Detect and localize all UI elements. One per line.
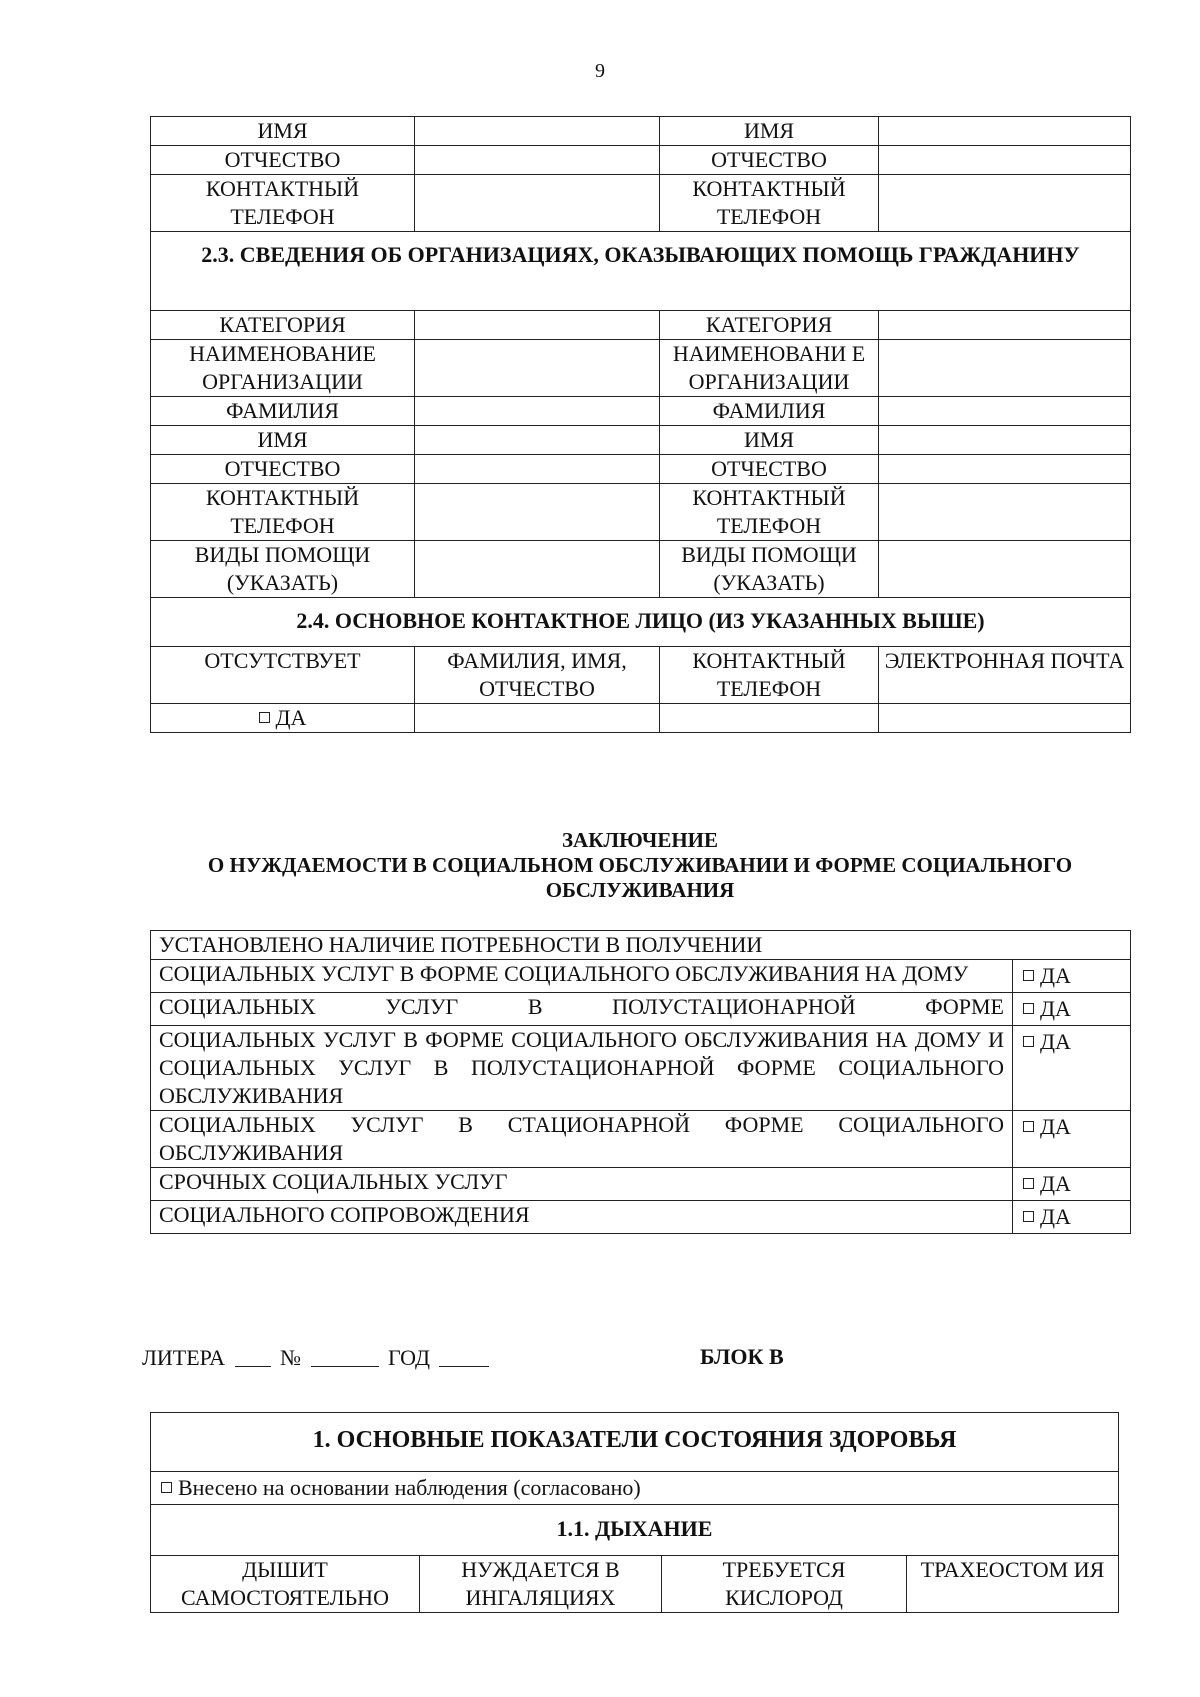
table-row xyxy=(151,340,1131,397)
input-cell[interactable] xyxy=(879,311,1131,340)
table-row xyxy=(151,117,1131,146)
table-row xyxy=(151,1026,1131,1111)
section-header-row xyxy=(151,1505,1119,1556)
label-cell: НАИМЕНОВАНИЕ ОРГАНИЗАЦИИ xyxy=(151,340,415,397)
section-header-row xyxy=(151,1413,1119,1472)
input-cell[interactable] xyxy=(415,175,660,232)
column-header: ЭЛЕКТРОННАЯ ПОЧТА xyxy=(879,647,1131,704)
label-cell: ОТЧЕСТВО xyxy=(660,455,879,484)
label-cell: ВИДЫ ПОМОЩИ (УКАЗАТЬ) xyxy=(660,541,879,598)
checkbox-label: ДА xyxy=(1040,963,1071,988)
table-header-row xyxy=(151,931,1131,960)
table-row xyxy=(151,960,1131,993)
year-field[interactable] xyxy=(439,1344,489,1367)
label-cell: ФАМИЛИЯ xyxy=(151,397,415,426)
input-cell[interactable] xyxy=(879,426,1131,455)
input-cell[interactable] xyxy=(415,426,660,455)
label-cell: КАТЕГОРИЯ xyxy=(660,311,879,340)
label-cell: ВИДЫ ПОМОЩИ (УКАЗАТЬ) xyxy=(151,541,415,598)
checkbox-icon[interactable] xyxy=(161,1482,172,1493)
table-row xyxy=(151,146,1131,175)
input-cell[interactable] xyxy=(879,704,1131,733)
service-label: СОЦИАЛЬНЫХ УСЛУГ В ФОРМЕ СОЦИАЛЬНОГО ОБСЛУЖИВАНИЯ НА ДОМУ И СОЦИАЛЬНЫХ УСЛУГ В ПОЛУСТАЦИОНАРНОЙ ФОРМЕ СОЦИАЛЬНОГО ОБСЛУЖИВАНИЯ xyxy=(151,1026,1013,1111)
label-cell: ОТЧЕСТВО xyxy=(660,146,879,175)
observed-checkbox[interactable] xyxy=(151,1472,1119,1505)
checkbox-icon[interactable] xyxy=(259,712,270,723)
input-cell[interactable] xyxy=(415,311,660,340)
table-row xyxy=(151,1168,1131,1201)
health-section-title: 1. ОСНОВНЫЕ ПОКАЗАТЕЛИ СОСТОЯНИЯ ЗДОРОВЬЯ xyxy=(151,1413,1119,1472)
observed-label: Внесено на основании наблюдения (согласовано) xyxy=(178,1475,641,1500)
table-row xyxy=(151,1472,1119,1505)
table-row xyxy=(151,175,1131,232)
litera-field[interactable] xyxy=(235,1344,271,1367)
checkbox-label: ДА xyxy=(1040,1029,1071,1054)
service-label: СРОЧНЫХ СОЦИАЛЬНЫХ УСЛУГ xyxy=(151,1168,1013,1201)
yes-checkbox[interactable] xyxy=(1013,1201,1131,1234)
yes-checkbox[interactable] xyxy=(1013,1111,1131,1168)
section-header-row xyxy=(151,598,1131,647)
conclusion-table xyxy=(150,930,1131,1234)
table-row xyxy=(151,1201,1131,1234)
label-cell: КОНТАКТНЫЙ ТЕЛЕФОН xyxy=(660,484,879,541)
table-row xyxy=(151,1111,1131,1168)
label-cell: КАТЕГОРИЯ xyxy=(151,311,415,340)
table-row xyxy=(151,426,1131,455)
label-cell: ИМЯ xyxy=(151,426,415,455)
input-cell[interactable] xyxy=(879,541,1131,598)
checkbox-label: ДА xyxy=(1040,1114,1071,1139)
year-label: ГОД xyxy=(388,1345,430,1370)
checkbox-icon[interactable] xyxy=(1023,1121,1034,1132)
input-cell[interactable] xyxy=(415,146,660,175)
number-label: № xyxy=(280,1345,301,1370)
absent-checkbox[interactable] xyxy=(151,704,415,733)
checkbox-icon[interactable] xyxy=(1023,970,1034,981)
table-header-row xyxy=(151,647,1131,704)
yes-checkbox[interactable] xyxy=(1013,1168,1131,1201)
label-cell: ФАМИЛИЯ xyxy=(660,397,879,426)
breathing-option[interactable]: ТРАХЕОСТОМ ИЯ xyxy=(907,1556,1119,1613)
input-cell[interactable] xyxy=(879,397,1131,426)
input-cell[interactable] xyxy=(415,484,660,541)
checkbox-label: ДА xyxy=(1040,1171,1071,1196)
conclusion-subtitle: О НУЖДАЕМОСТИ В СОЦИАЛЬНОМ ОБСЛУЖИВАНИИ И ФОРМЕ СОЦИАЛЬНОГО ОБСЛУЖИВАНИЯ xyxy=(207,853,1073,902)
column-header: ФАМИЛИЯ, ИМЯ, ОТЧЕСТВО xyxy=(415,647,660,704)
table-row xyxy=(151,541,1131,598)
checkbox-icon[interactable] xyxy=(1023,1036,1034,1047)
label-cell: ИМЯ xyxy=(660,117,879,146)
label-cell: КОНТАКТНЫЙ ТЕЛЕФОН xyxy=(151,175,415,232)
input-cell[interactable] xyxy=(879,117,1131,146)
table-row xyxy=(151,484,1131,541)
block-label: БЛОК В xyxy=(700,1344,784,1369)
input-cell[interactable] xyxy=(415,704,660,733)
input-cell[interactable] xyxy=(879,175,1131,232)
litera-line xyxy=(142,1344,493,1371)
input-cell[interactable] xyxy=(879,484,1131,541)
table-row xyxy=(151,993,1131,1026)
checkbox-label: ДА xyxy=(275,705,307,730)
health-indicators-table xyxy=(150,1412,1119,1613)
column-header: ОТСУТСТВУЕТ xyxy=(151,647,415,704)
input-cell[interactable] xyxy=(660,704,879,733)
table-header-row xyxy=(151,1556,1119,1613)
section-header-row xyxy=(151,232,1131,311)
label-cell: ОТЧЕСТВО xyxy=(151,455,415,484)
checkbox-icon[interactable] xyxy=(1023,1178,1034,1189)
service-label: СОЦИАЛЬНЫХ УСЛУГ В СТАЦИОНАРНОЙ ФОРМЕ СОЦИАЛЬНОГО ОБСЛУЖИВАНИЯ xyxy=(151,1111,1013,1168)
table-row xyxy=(151,704,1131,733)
conclusion-heading xyxy=(150,828,1130,903)
service-label: СОЦИАЛЬНОГО СОПРОВОЖДЕНИЯ xyxy=(151,1201,1013,1234)
table-row xyxy=(151,397,1131,426)
section-heading-2-3: 2.3. СВЕДЕНИЯ ОБ ОРГАНИЗАЦИЯХ, ОКАЗЫВАЮЩИХ ПОМОЩЬ ГРАЖДАНИНУ xyxy=(151,232,1131,311)
yes-checkbox[interactable] xyxy=(1013,1026,1131,1111)
checkbox-label: ДА xyxy=(1040,1204,1071,1229)
input-cell[interactable] xyxy=(415,541,660,598)
input-cell[interactable] xyxy=(879,455,1131,484)
checkbox-icon[interactable] xyxy=(1023,1003,1034,1014)
input-cell[interactable] xyxy=(415,455,660,484)
column-header: КОНТАКТНЫЙ ТЕЛЕФОН xyxy=(660,647,879,704)
label-cell: ОТЧЕСТВО xyxy=(151,146,415,175)
contacts-organizations-table xyxy=(150,116,1131,733)
page-number: 9 xyxy=(595,60,605,82)
breathing-option[interactable]: ДЫШИТ САМОСТОЯТЕЛЬНО xyxy=(151,1556,420,1613)
input-cell[interactable] xyxy=(415,117,660,146)
section-heading-2-4: 2.4. ОСНОВНОЕ КОНТАКТНОЕ ЛИЦО (ИЗ УКАЗАННЫХ ВЫШЕ) xyxy=(151,598,1131,647)
label-cell: ИМЯ xyxy=(151,117,415,146)
breathing-option[interactable]: НУЖДАЕТСЯ В ИНГАЛЯЦИЯХ xyxy=(420,1556,662,1613)
input-cell[interactable] xyxy=(415,397,660,426)
input-cell[interactable] xyxy=(879,146,1131,175)
input-cell[interactable] xyxy=(879,340,1131,397)
breathing-option[interactable]: ТРЕБУЕТСЯ КИСЛОРОД xyxy=(662,1556,907,1613)
yes-checkbox[interactable] xyxy=(1013,960,1131,993)
checkbox-label: ДА xyxy=(1040,996,1071,1021)
input-cell[interactable] xyxy=(415,340,660,397)
label-cell: ИМЯ xyxy=(660,426,879,455)
yes-checkbox[interactable] xyxy=(1013,993,1131,1026)
service-label: СОЦИАЛЬНЫХ УСЛУГ В ПОЛУСТАЦИОНАРНОЙ ФОРМЕ xyxy=(151,993,1013,1026)
breathing-title: 1.1. ДЫХАНИЕ xyxy=(151,1505,1119,1556)
label-cell: КОНТАКТНЫЙ ТЕЛЕФОН xyxy=(151,484,415,541)
label-cell: КОНТАКТНЫЙ ТЕЛЕФОН xyxy=(660,175,879,232)
litera-label: ЛИТЕРА xyxy=(142,1345,225,1370)
number-field[interactable] xyxy=(311,1344,379,1367)
conclusion-header: УСТАНОВЛЕНО НАЛИЧИЕ ПОТРЕБНОСТИ В ПОЛУЧЕНИИ xyxy=(151,931,1131,960)
label-cell: НАИМЕНОВАНИ Е ОРГАНИЗАЦИИ xyxy=(660,340,879,397)
service-label: СОЦИАЛЬНЫХ УСЛУГ В ФОРМЕ СОЦИАЛЬНОГО ОБСЛУЖИВАНИЯ НА ДОМУ xyxy=(151,960,1013,993)
conclusion-title: ЗАКЛЮЧЕНИЕ xyxy=(561,828,719,852)
table-row xyxy=(151,311,1131,340)
checkbox-icon[interactable] xyxy=(1023,1211,1034,1222)
table-row xyxy=(151,455,1131,484)
